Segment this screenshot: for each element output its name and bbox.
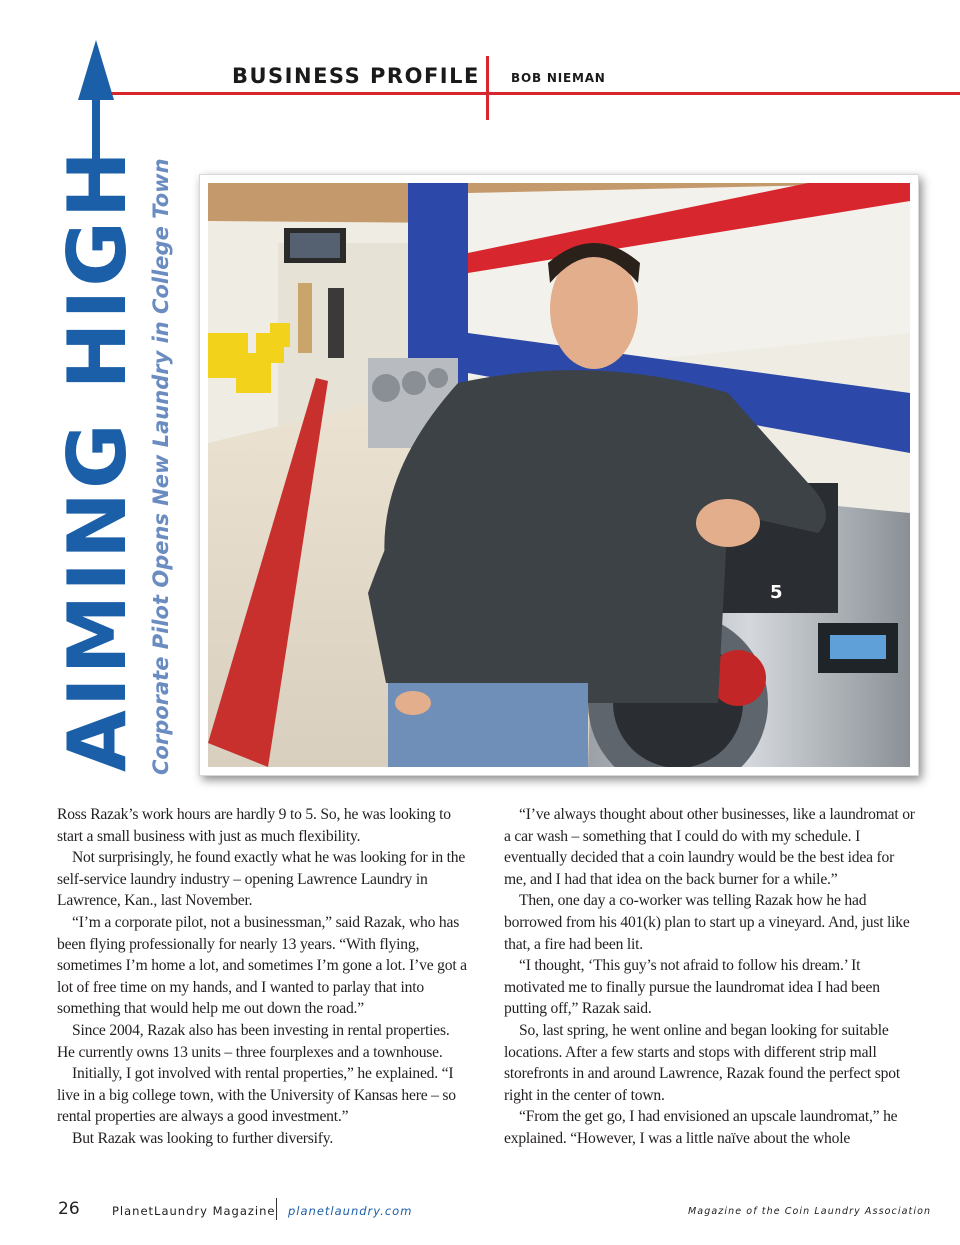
paragraph: Ross Razak’s work hours are hardly 9 to 5. So, he was looking to start a small business with just as much flexibility.: [57, 806, 451, 845]
article-column-right: [504, 804, 918, 1150]
article-subtitle: Corporate Pilot Opens New Laundry in College Town: [149, 158, 173, 775]
association-tagline: Magazine of the Coin Laundry Association: [688, 1206, 932, 1217]
magazine-name: PlanetLaundry Magazine: [112, 1204, 276, 1218]
paragraph: Then, one day a co-worker was telling Razak how he had borrowed from his 401(k) plan to start up a vineyard. And, just like that, a fire had been lit.: [504, 892, 910, 953]
paragraph: But Razak was looking to further diversify.: [72, 1129, 334, 1147]
author-byline: BOB NIEMAN: [511, 71, 606, 85]
dryer-number: 5: [770, 582, 783, 603]
paragraph: “I’m a corporate pilot, not a businessman,” said Razak, who has been flying professionally for nearly 13 years. “With flying, sometimes I’m home a lot, and sometimes I’m gone a lot. I’ve got a lot of free time on my hands, and I wanted to parlay that into something that would help me out down the road.”: [57, 913, 467, 1018]
footer-divider: [276, 1198, 277, 1220]
magazine-url-link[interactable]: planetlaundry.com: [288, 1204, 413, 1218]
header-rule: [108, 92, 960, 95]
paragraph: “I thought, ‘This guy’s not afraid to follow his dream.’ It motivated me to finally pursue the laundromat idea I had been putting off,” Razak said.: [504, 957, 880, 1018]
header-divider: [486, 56, 489, 120]
page-number: 26: [58, 1199, 80, 1219]
man-leaning-on-washer-photo: [208, 183, 910, 767]
paragraph: So, last spring, he went online and began looking for suitable locations. After a few starts and stops with different strip mall storefronts in and around Lawrence, Razak found the perfect spot right in the center of town.: [504, 1021, 900, 1104]
feature-photo: [199, 174, 919, 776]
paragraph: Not surprisingly, he found exactly what he was looking for in the self-service laundry industry – opening Lawrence Laundry in Lawrence, Kan., last November.: [57, 849, 466, 910]
paragraph: Since 2004, Razak also has been investing in rental properties. He currently owns 13 units – three fourplexes and a townhouse.: [57, 1021, 450, 1061]
article-column-left: [57, 804, 471, 1150]
section-label: BUSINESS PROFILE: [232, 64, 480, 88]
article-title: AIMING HIGH: [51, 148, 144, 772]
paragraph: “From the get go, I had envisioned an upscale laundromat,” he explained. “However, I was a little naïve about the whole: [504, 1108, 898, 1147]
paragraph: “I’ve always thought about other businesses, like a laundromat or a car wash – something that I could do with my schedule. I eventually decided that a coin laundry would be the best idea for me, and I had that idea on the back burner for a while.”: [504, 806, 915, 888]
paragraph: Initially, I got involved with rental properties,” he explained. “I live in a big college town, with the University of Kansas here – so rental properties are always a good investment.”: [57, 1065, 456, 1126]
